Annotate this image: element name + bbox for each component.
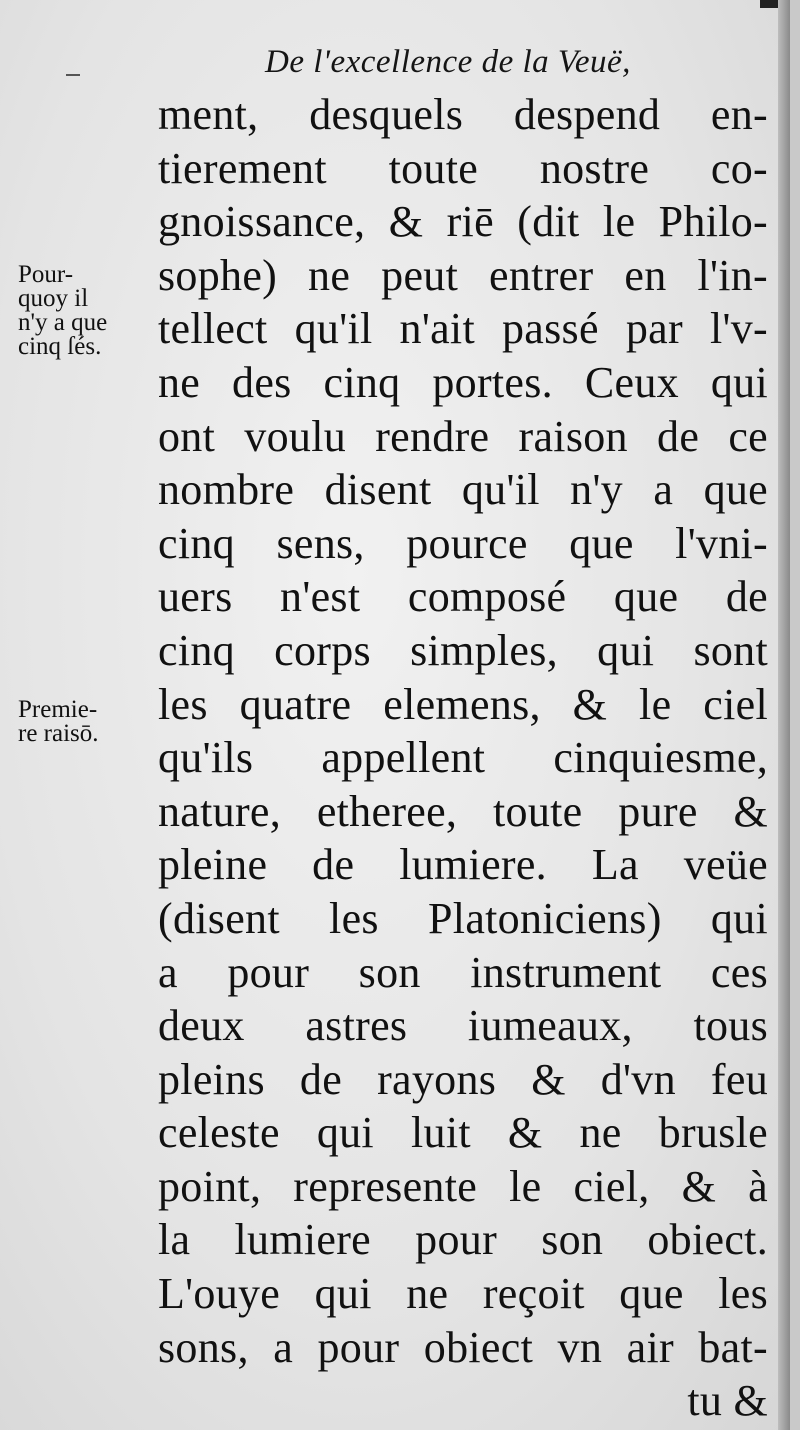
text-line: ment, desquels despend en- xyxy=(158,90,768,139)
page-gutter-shadow xyxy=(778,0,790,1430)
text-line: a pour son instrument ces xyxy=(158,947,768,997)
text-line: les quatre elemens, & le ciel xyxy=(158,679,768,729)
margin-note-line: n'y a que xyxy=(18,309,108,336)
margin-note-line: quoy il xyxy=(18,285,89,312)
text-line: cinq sens, pource que l'vni- xyxy=(158,518,768,568)
margin-note-first-reason xyxy=(18,697,158,745)
text-line: uers n'est composé que de xyxy=(158,572,768,622)
text-line: ont voulu rendre raison de ce xyxy=(158,411,768,461)
text-line: sons, a pour obiect vn air bat- xyxy=(158,1322,768,1372)
text-line: qu'ils appellent cinquiesme, xyxy=(158,733,768,783)
text-line: deux astres iumeaux, tous xyxy=(158,1001,768,1051)
text-line: gnoissance, & riē (dit le Philo- xyxy=(158,197,768,247)
catchword: tu & xyxy=(687,1376,768,1426)
text-line: ne des cinq portes. Ceux qui xyxy=(158,357,768,407)
margin-note-line: cinq ſés. xyxy=(18,333,102,360)
text-line: la lumiere pour son obiect. xyxy=(158,1215,768,1265)
body-text xyxy=(158,88,768,1428)
text-line: cinq corps simples, qui sont xyxy=(158,625,768,675)
text-line: L'ouye qui ne reçoit que les xyxy=(158,1269,768,1319)
text-line: tierement toute nostre co- xyxy=(158,143,768,193)
text-line: point, represente le ciel, & à xyxy=(158,1161,768,1211)
text-line: pleins de rayons & d'vn feu xyxy=(158,1054,768,1104)
margin-note-line: re raisō. xyxy=(18,720,99,747)
running-head: De l'excellence de la Veuë, xyxy=(265,44,631,80)
margin-note-line: Pour- xyxy=(18,261,74,288)
text-line: nombre disent qu'il n'y a que xyxy=(158,465,768,515)
text-line: tellect qu'il n'ait passé par l'v- xyxy=(158,304,768,354)
margin-note-line: Premie- xyxy=(18,696,98,723)
text-line: pleine de lumiere. La veüe xyxy=(158,840,768,890)
text-line: celeste qui luit & ne brusle xyxy=(158,1108,768,1158)
text-line: sophe) ne peut entrer en l'in- xyxy=(158,250,768,300)
text-line: nature, etheree, toute pure & xyxy=(158,786,768,836)
header-dash xyxy=(66,74,80,76)
margin-note-why-five-senses xyxy=(18,262,158,358)
text-line: (disent les Platoniciens) qui xyxy=(158,893,768,943)
